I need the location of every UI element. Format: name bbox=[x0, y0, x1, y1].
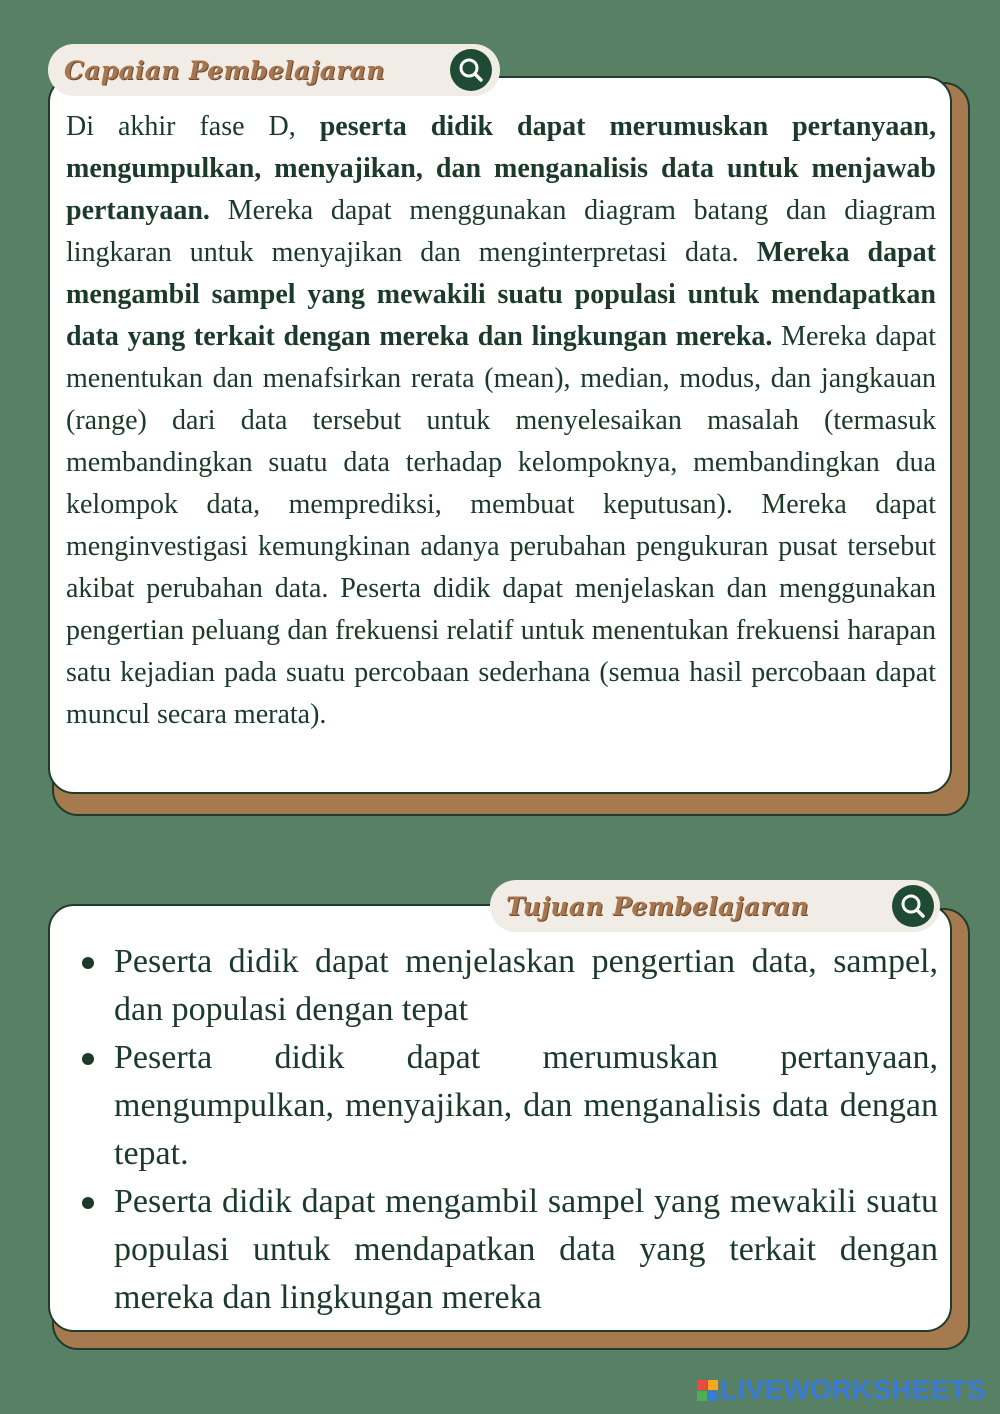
capaian-text-3: Mereka dapat menentukan dan menafsirkan rerata (mean), median, modus, dan jangkauan (range) dari data tersebut untuk menyelesaikan masalah (termasuk membandingkan suatu data terhadap kelompoknya, membandingkan dua kelompok data, memprediksi, membuat keputusan). Mereka dapat menginvestigasi kemungkinan adanya perubahan pengukuran pusat tersebut akibat perubahan data. Peserta didik dapat menjelaskan dan menggunakan pengertian peluang dan frekuensi relatif untuk menentukan frekuensi harapan satu kejadian pada suatu percobaan sederhana (semua hasil percobaan dapat muncul secara merata). bbox=[66, 321, 936, 730]
capaian-text-1: Di akhir fase D, bbox=[66, 111, 320, 142]
capaian-bold-2: Mereka dapat mengambil sampel yang mewakili suatu populasi untuk mendapatkan data yang terkait dengan mereka dan lingkungan mereka. bbox=[66, 237, 937, 352]
liveworksheets-brand[interactable] bbox=[697, 1374, 986, 1406]
capaian-bold-1: peserta didik dapat merumuskan pertanyaan, mengumpulkan, menyajikan, dan menganalisis data untuk menjawab pertanyaan. bbox=[66, 111, 937, 226]
list-item bbox=[80, 1178, 938, 1322]
capaian-card bbox=[48, 76, 952, 794]
capaian-title: Capaian Pembelajaran bbox=[64, 55, 385, 85]
bullet-icon bbox=[82, 1197, 94, 1209]
capaian-header-pill bbox=[48, 44, 500, 96]
tujuan-header-pill bbox=[490, 880, 940, 932]
tujuan-item-text: Peserta didik dapat menjelaskan pengertian data, sampel, dan populasi dengan tepat bbox=[114, 943, 938, 1028]
capaian-paragraph bbox=[66, 106, 936, 736]
tujuan-list bbox=[80, 938, 938, 1322]
tujuan-item-text: Peserta didik dapat merumuskan pertanyaan, mengumpulkan, menyajikan, dan menganalisis data dengan tepat. bbox=[114, 1039, 938, 1172]
bullet-icon bbox=[82, 1053, 94, 1065]
brand-name: LIVEWORKSHEETS bbox=[720, 1374, 986, 1405]
tujuan-card bbox=[48, 904, 952, 1332]
list-item bbox=[80, 938, 938, 1034]
liveworksheets-logo-icon bbox=[697, 1380, 718, 1401]
tujuan-item-text: Peserta didik dapat mengambil sampel yang mewakili suatu populasi untuk mendapatkan data yang terkait dengan mereka dan lingkungan mereka bbox=[114, 1183, 938, 1316]
capaian-text-2: Mereka dapat menggunakan diagram batang dan diagram lingkaran untuk menyajikan dan menginterpretasi data. bbox=[66, 195, 936, 268]
search-icon[interactable] bbox=[450, 49, 492, 91]
list-item bbox=[80, 1034, 938, 1178]
search-icon[interactable] bbox=[892, 885, 934, 927]
tujuan-title: Tujuan Pembelajaran bbox=[506, 891, 809, 921]
bullet-icon bbox=[82, 957, 94, 969]
